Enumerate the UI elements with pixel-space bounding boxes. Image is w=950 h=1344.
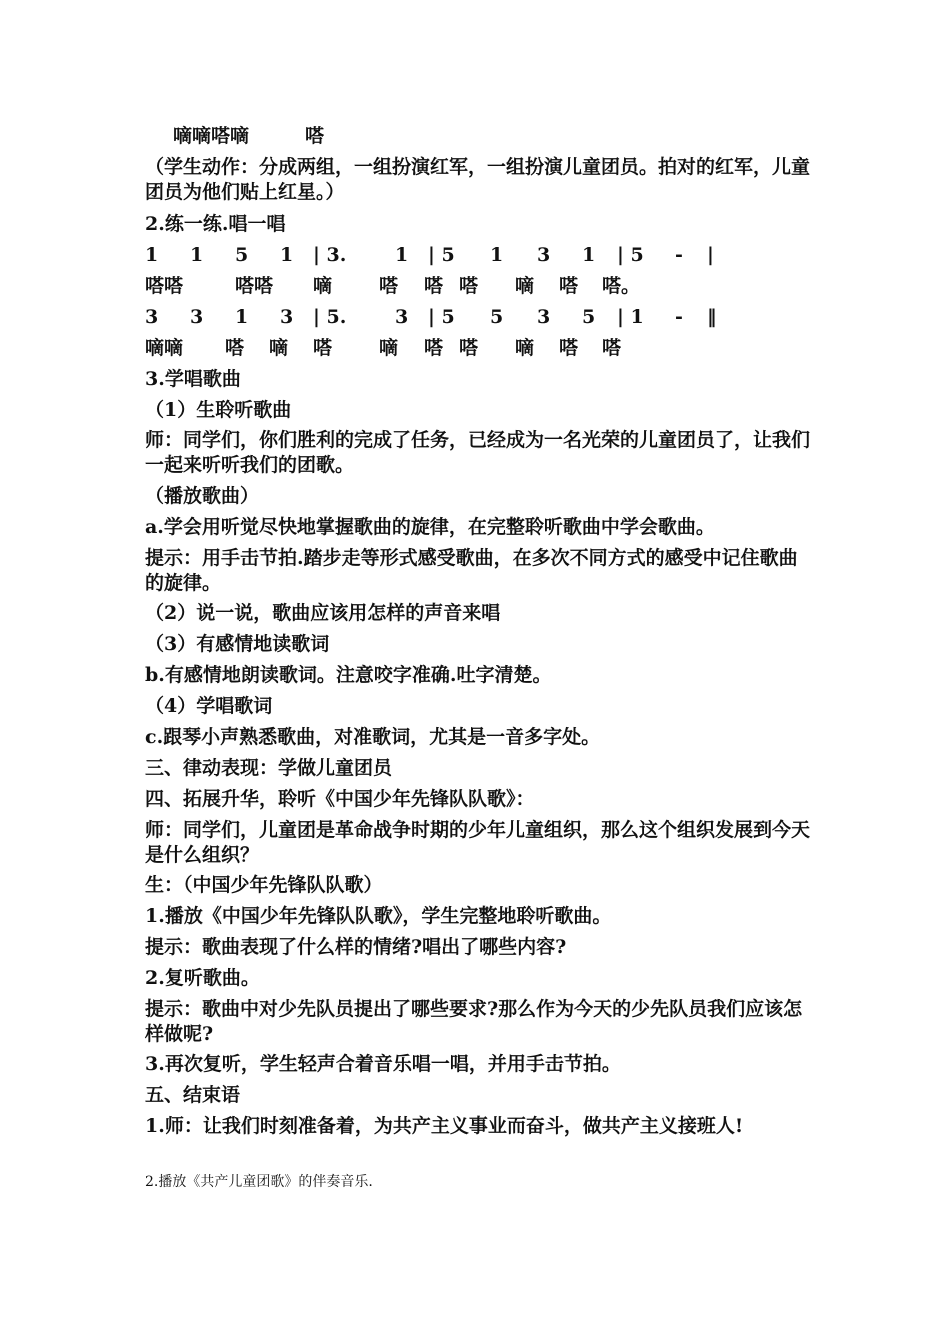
lyric-cell: 嗒。 [602,275,641,297]
learn-song-heading: 3.学唱歌曲 [145,368,241,390]
score-note: 3 [537,244,551,266]
step-2-heading: （2）说一说，歌曲应该用怎样的声音来唱 [145,602,501,624]
lyric-cell: 嘀 [379,337,399,359]
lyric-cell: 嗒嗒 [145,275,184,297]
lyric-cell: 嗒 [559,337,579,359]
lyric-cell: 嘀 [515,337,535,359]
score-note: 5 [582,306,596,328]
section-5-heading: 五、结束语 [145,1084,241,1106]
item-a: a.学会用听觉尽快地掌握歌曲的旋律，在完整聆听歌曲中学会歌曲。 [145,516,715,538]
score-note: | 5 [428,306,455,328]
teacher-paragraph-1: 师：同学们，你们胜利的完成了任务，已经成为一名光荣的儿童团员了，让我们一起来听听我们的团歌。 [145,429,811,476]
score-note: 3 [395,306,409,328]
lyric-cell: 嗒 [313,337,333,359]
play-anthem-item: 1.播放《中国少年先锋队队歌》，学生完整地聆听歌曲。 [145,905,612,927]
score-note: 1 [190,244,204,266]
score-note: | [707,244,714,266]
tip-paragraph-2: 提示：歌曲表现了什么样的情绪?唱出了哪些内容? [145,936,567,958]
lyric-cell: 嗒嗒 [235,275,274,297]
score-note: - [675,244,683,266]
closing-music-item: 2.播放《共产儿童团歌》的伴奏音乐. [145,1174,373,1190]
score-note: - [675,306,683,328]
relisten-item: 2.复听歌曲。 [145,967,260,989]
lyric-cell: 嗒 [225,337,245,359]
lyric-cell: 嘀 [515,275,535,297]
student-answer: 生：（中国少年先锋队队歌） [145,874,383,896]
section-3-heading: 三、律动表现：学做儿童团员 [145,757,393,779]
listen-again-item: 3.再次复听，学生轻声合着音乐唱一唱，并用手击节拍。 [145,1053,621,1075]
item-c: c.跟琴小声熟悉歌曲，对准歌词，尤其是一音多字处。 [145,726,601,748]
score-note: | 3. [313,244,347,266]
step-3-heading: （3）有感情地读歌词 [145,633,330,655]
score-note: 5 [235,244,249,266]
score-note: 5 [490,306,504,328]
score-note: 1 [490,244,504,266]
score-note: 1 [582,244,596,266]
section-4-heading: 四、拓展升华，聆听《中国少年先锋队队歌》： [145,788,535,810]
score-note: 1 [395,244,409,266]
lyric-cell: 嗒 [424,337,444,359]
score-note: | 5 [428,244,455,266]
practice-heading: 2.练一练.唱一唱 [145,213,286,235]
lyric-cell: 嘀嘀嗒嘀 [173,125,250,147]
score-note: 1 [280,244,294,266]
lyric-cell: 嘀 [269,337,289,359]
play-song-note: （播放歌曲） [145,485,260,507]
score-note: | 5. [313,306,347,328]
lyric-cell: 嗒 [459,337,479,359]
closing-paragraph: 1.师：让我们时刻准备着，为共产主义事业而奋斗，做共产主义接班人! [145,1115,744,1137]
score-note: 3 [190,306,204,328]
step-4-heading: （4）学唱歌词 [145,695,273,717]
lyric-cell: 嗒 [459,275,479,297]
score-note: | 5 [617,244,644,266]
score-note: 1 [235,306,249,328]
lyric-cell: 嗒 [559,275,579,297]
score-note: 3 [537,306,551,328]
score-note: 3 [145,306,159,328]
step-1-heading: （1）生聆听歌曲 [145,399,292,421]
tip-paragraph-1: 提示：用手击节拍.踏步走等形式感受歌曲，在多次不同方式的感受中记住歌曲的旋律。 [145,547,798,594]
score-note: | 1 [617,306,644,328]
lyric-cell: 嗒 [379,275,399,297]
lyric-cell: 嘀 [313,275,333,297]
score-note: 1 [145,244,159,266]
lyric-cell: 嗒 [424,275,444,297]
teacher-paragraph-2: 师：同学们，儿童团是革命战争时期的少年儿童组织，那么这个组织发展到今天是什么组织？ [145,819,811,866]
student-action-paragraph: （学生动作：分成两组，一组扮演红军，一组扮演儿童团员。拍对的红军，儿童团员为他们贴上红星。） [145,156,811,203]
score-note: ‖ [707,306,717,328]
tip-paragraph-3: 提示：歌曲中对少先队员提出了哪些要求?那么作为今天的少先队员我们应该怎样做呢? [145,998,803,1045]
score-note: 3 [280,306,294,328]
lyric-cell: 嘀嘀 [145,337,184,359]
lyric-cell: 嗒 [305,125,325,147]
item-b: b.有感情地朗读歌词。注意咬字准确.吐字清楚。 [145,664,552,686]
lyric-cell: 嗒 [602,337,622,359]
